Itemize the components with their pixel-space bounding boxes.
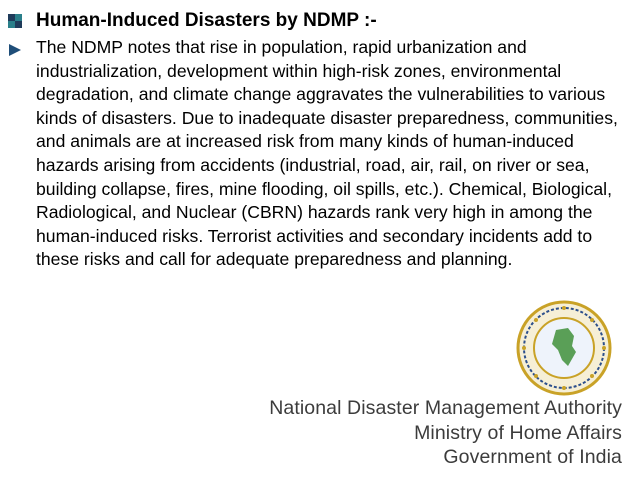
page-title: Human-Induced Disasters by NDMP :- bbox=[36, 10, 377, 31]
checkered-square-bullet-icon bbox=[8, 14, 22, 28]
triangle-arrow-bullet-icon bbox=[8, 43, 22, 57]
heading-row bbox=[8, 8, 377, 34]
authority-block bbox=[269, 396, 622, 470]
paragraph-row bbox=[8, 36, 634, 272]
government-name: Government of India bbox=[443, 446, 622, 468]
authority-name: National Disaster Management Authority bbox=[269, 397, 622, 419]
body-paragraph: The NDMP notes that rise in population, rapid urbanization and industrialization, development within high-risk zones, environmental degradation, and climate change aggravates the vulnerabilities to various kinds of disasters. Due to inadequate disaster preparedness, communities, and animals are at increased risk from many kinds of human-induced hazards arising from accidents (industrial, road, air, rail, on river or sea, building collapse, fires, mine flooding, oil spills, etc.). Chemical, Biological, Radiological, and Nuclear (CBRN) hazards rank very high in among the human-induced risks. Terrorist activities and secondary incidents add to these risks and call for adequate preparedness and planning. bbox=[36, 37, 618, 270]
ndma-seal-emblem bbox=[516, 300, 612, 396]
ministry-name: Ministry of Home Affairs bbox=[414, 421, 622, 444]
